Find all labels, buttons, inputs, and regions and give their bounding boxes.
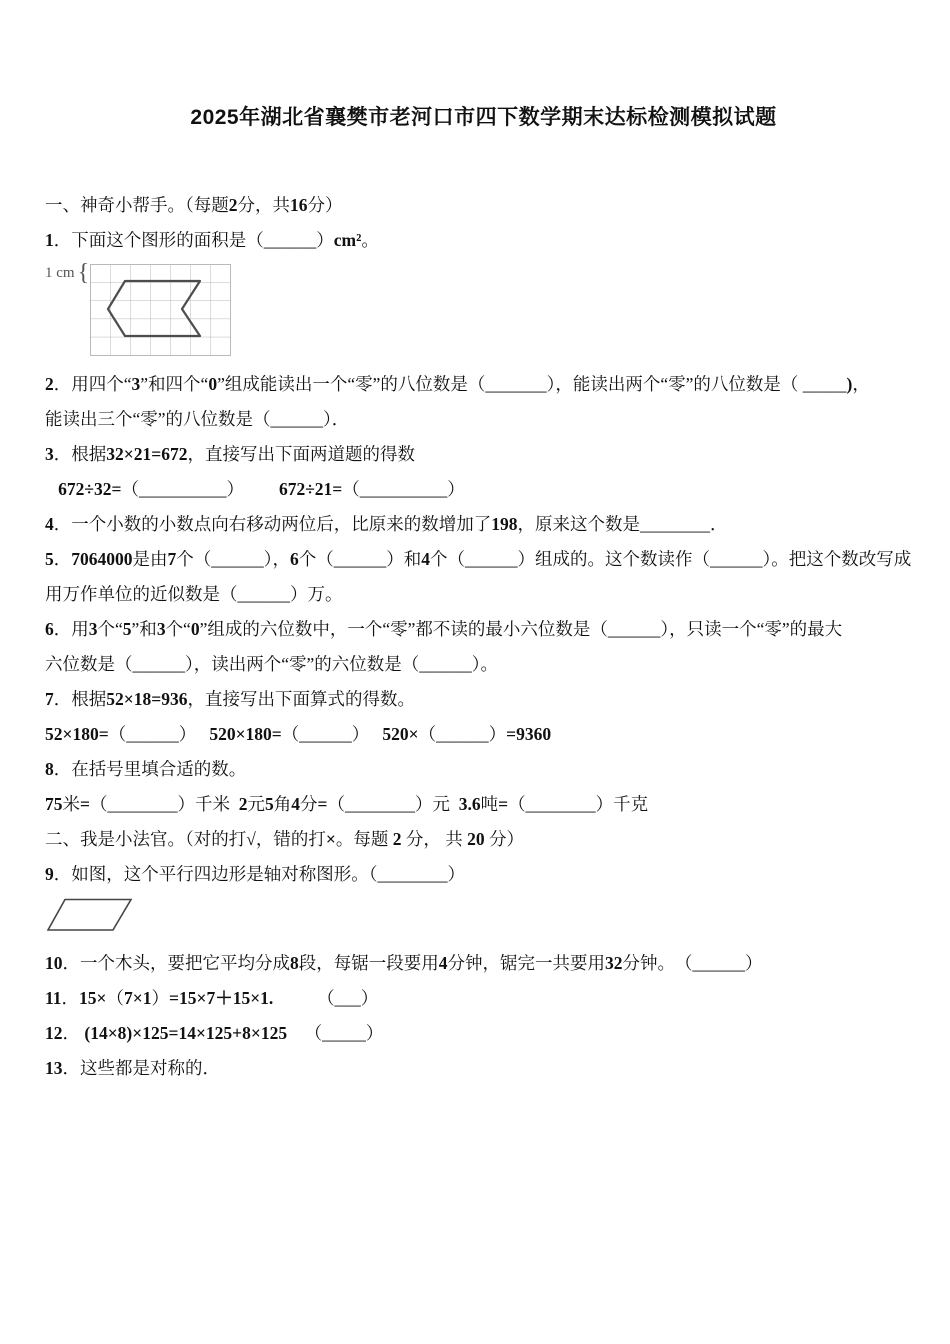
parallelogram-svg — [47, 898, 137, 932]
question-6-line2: 六位数是（______），读出两个“零”的六位数是（______）。 — [45, 654, 499, 674]
title-spacer — [45, 132, 922, 194]
question-6-line1: 6．用3个“5”和3个“0”组成的六位数中，一个“零”都不读的最小六位数是（______），只读一个“零”的最大 — [45, 619, 843, 639]
question-2-line1: 2．用四个“3”和四个“0”组成能读出一个“零”的八位数是（_______），能读出两个“零”的八位数是（ _____)， — [45, 374, 870, 394]
question-3-equations: 672÷32=（__________） 672÷21=（__________） — [58, 479, 465, 499]
question-7: 7．根据52×18=936，直接写出下面算式的得数。 — [45, 689, 415, 709]
question-3: 3．根据32×21=672，直接写出下面两道题的得数 — [45, 444, 415, 464]
grid-unit-label — [45, 260, 90, 286]
question-13: 13．这些都是对称的． — [45, 1058, 220, 1078]
section-one-heading: 一、神奇小帮手。（每题2分，共16分） — [45, 195, 343, 215]
question-9: 9．如图，这个平行四边形是轴对称图形。（________） — [45, 864, 465, 884]
question-11: 11．15×（7×1）=15×7＋15×1. （___） — [45, 988, 379, 1008]
question-1: 1．下面这个图形的面积是（______）cm²。 — [45, 230, 379, 250]
grid-figure-svg — [90, 264, 232, 357]
question-5-line2: 用万作单位的近似数是（______）万。 — [45, 584, 343, 604]
question-7-equations: 52×180=（______） 520×180=（______） 520×（______）=9360 — [45, 724, 552, 744]
grid-unit-text: 1 cm — [45, 265, 75, 281]
question-8: 8．在括号里填合适的数。 — [45, 759, 247, 779]
grid-background — [91, 265, 231, 356]
question-4: 4．一个小数的小数点向右移动两位后，比原来的数增加了198，原来这个数是________． — [45, 514, 728, 534]
question-2-line2: 能读出三个“零”的八位数是（______）． — [45, 409, 350, 429]
page-title: 2025年湖北省襄樊市老河口市四下数学期末达标检测模拟试题 — [190, 106, 777, 129]
question-12: 12． (14×8)×125=14×125+8×125 （_____） — [45, 1023, 384, 1043]
parallelogram-figure — [47, 898, 922, 932]
parallelogram-shape — [48, 900, 131, 931]
question-10: 10．一个木头，要把它平均分成8段，每锯一段要用4分钟，锯完一共要用32分钟。 （______） — [45, 953, 763, 973]
brace-glyph: { — [77, 260, 90, 286]
area-grid-figure — [45, 260, 922, 357]
question-8-equations: 75米=（________）千米 2元5角4分=（________）元 3.6吨=（________）千克 — [45, 794, 649, 814]
section-two-heading: 二、我是小法官。（对的打√，错的打×。每题 2 分， 共 20 分） — [45, 829, 524, 849]
question-5-line1: 5．7064000是由7个（______），6个（______）和4个（______）组成的。这个数读作（______）。把这个数改写成 — [45, 549, 912, 569]
